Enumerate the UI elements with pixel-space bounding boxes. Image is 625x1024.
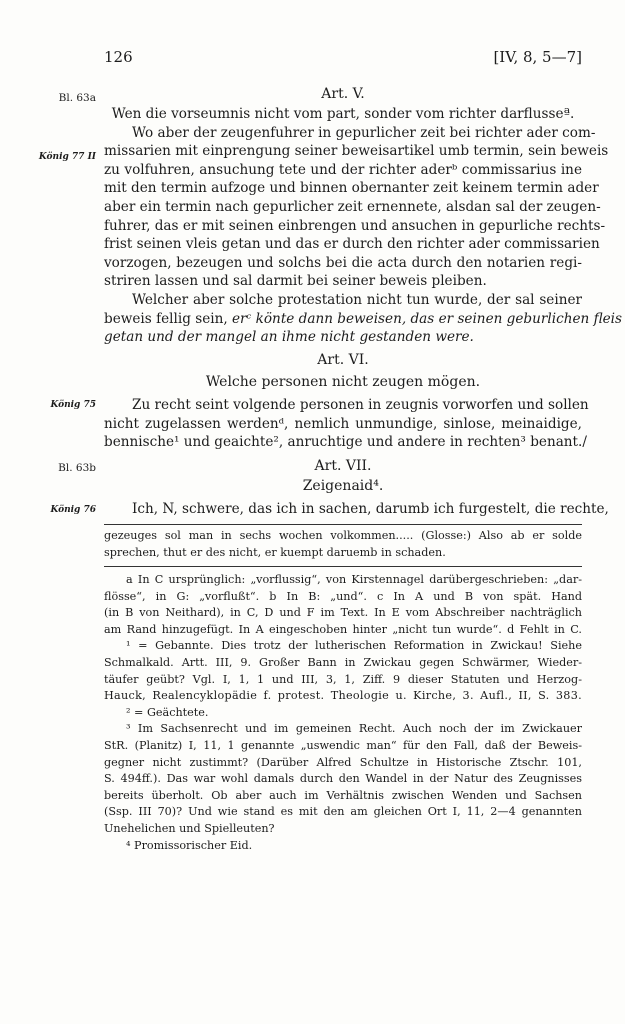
gloss-line: sprechen, thut er des nicht, er kuempt daruemb in schaden.	[104, 545, 446, 559]
margin-koenig-75: König 75	[50, 400, 96, 410]
text-line: aber ein termin nach gepurlicher zeit ernennete, alsdan sal der zeugen-	[104, 198, 601, 215]
footnote-rule	[104, 566, 582, 567]
footnote-line: flösse“, in G: „vorflußt“. b In B: „und“. c In A und B von spät. Hand	[104, 589, 582, 603]
text-line: mit den termin aufzoge und binnen obernanter zeit keinem termin ader	[104, 180, 599, 197]
text-line: Wo aber der zeugenfuhrer in gepurlicher zeit bei richter ader com-	[132, 124, 596, 141]
footnote-line: Hauck, Realencyklopädie f. protest. Theologie u. Kirche, 3. Aufl., II, S. 383.	[104, 689, 582, 703]
gloss-line: gezeuges sol man in sechs wochen volkommen..... (Glosse:) Also ab er solde	[104, 529, 582, 542]
text-line	[104, 310, 623, 329]
footnote-line: ¹ = Gebannte. Dies trotz der lutherischen Reformation in Zwickau! Siehe	[126, 639, 582, 653]
footnote-line: Schmalkald. Artt. III, 9. Großer Bann in Zwickau gegen Schwärmer, Wieder-	[104, 655, 582, 669]
art-5-heading: Art. V.	[321, 86, 365, 102]
art-6-heading: Art. VI.	[317, 352, 369, 368]
footnote-line: a In C ursprünglich: „vorflussig“, von Kirstennagel darübergeschrieben: „dar-	[126, 573, 582, 586]
footnote-line: (Ssp. III 70)? Und wie stand es mit den am gleichen Ort I, 11, 2—4 genannten	[104, 805, 582, 819]
running-header	[104, 48, 582, 68]
text-segment: beweis fellig sein,	[104, 310, 232, 327]
art-6-title: Welche personen nicht zeugen mögen.	[205, 374, 481, 390]
footnote-line: StR. (Planitz) I, 11, 1 genannte „uswendic man“ für den Fall, daß der Beweis-	[104, 738, 582, 752]
text-line: fuhrer, das er mit seinen einbrengen und ansuchen in gepurliche rechts-	[104, 217, 606, 234]
art-5-text	[104, 105, 623, 347]
footnote-line: täufer geübt? Vgl. I, 1, 1 und III, 3, 1, Ziff. 9 dieser Statuten und Herzog-	[104, 672, 582, 686]
art-7-heading: Art. VII.	[314, 458, 372, 474]
margin-folio-63b: Bl. 63b	[58, 462, 96, 474]
footnote-line: S. 494ff.). Das war wohl damals durch den Wandel in der Natur des Zeugnisses	[104, 772, 582, 786]
footnote-line: ⁴ Promissorischer Eid.	[126, 838, 253, 852]
art-7-title: Zeigenaid⁴.	[302, 478, 384, 494]
footnote-line: ² = Geächtete.	[126, 705, 209, 719]
gloss-text	[104, 528, 582, 561]
divider-rule	[104, 524, 582, 525]
margin-folio-63a: Bl. 63a	[58, 92, 96, 104]
text-line: Welcher aber solche protestation nicht tun wurde, der sal seiner	[132, 291, 582, 308]
section-reference: [IV, 8, 5—7]	[493, 48, 582, 66]
footnote-line: ³ Im Sachsenrecht und im gemeinen Recht. Auch noch der im Zwickauer	[126, 722, 582, 736]
italic-addition: getan und der mangel an ihme nicht gestanden were.	[104, 329, 474, 346]
art-6-text	[104, 396, 589, 452]
text-line: missarien mit einprengung seiner beweisartikel umb termin, sein beweis	[104, 143, 609, 160]
footnote-line: bereits überholt. Ob aber auch im Verhältnis zwischen Wenden und Sachsen	[104, 788, 582, 802]
text-line: vorzogen, bezeugen und solchs bei die acta durch den notarien regi-	[104, 254, 582, 271]
art-7-text	[104, 500, 609, 519]
text-line: Ich, N, schwere, das ich in sachen, darumb ich furgestelt, die rechte,	[132, 501, 609, 517]
footnote-line: (in B von Neithard), in C, D und F im Text. In E vom Abschreiber nachträglich	[104, 606, 582, 620]
margin-koenig-76: König 76	[50, 505, 96, 515]
text-line: Zu recht seint volgende personen in zeugnis vorworfen und sollen	[132, 397, 589, 413]
page-number: 126	[104, 48, 133, 66]
footnote-line: gegner nicht zustimmt? (Darüber Alfred Schultze in Historische Ztschr. 101,	[104, 755, 582, 769]
text-line: frist seinen vleis getan und das er durch den richter ader commissarien	[104, 236, 600, 253]
footnote-line: Unehelichen und Spielleuten?	[104, 821, 275, 835]
text-line: bennische¹ und geaichte², anruchtige und andere in rechten³ benant./	[104, 434, 587, 451]
italic-addition: erᶜ könte dann beweisen, das er seinen geburlichen fleis	[231, 310, 623, 327]
footnote-line: am Rand hinzugefügt. In A eingeschoben hinter „nicht tun wurde“. d Fehlt in C.	[104, 622, 582, 636]
text-line: nicht zugelassen werdenᵈ, nemlich unmundige, sinlose, meinaidige,	[104, 415, 582, 432]
footnotes	[104, 572, 582, 854]
text-line: striren lassen und sal darmit bei seiner beweis pleiben.	[104, 273, 487, 290]
margin-koenig-77: König 77 II	[38, 152, 96, 162]
text-line: zu volfuhren, ansuchung tete und der richter aderᵇ commissarius ine	[104, 161, 582, 178]
art-5-title: Wen die vorseumnis nicht vom part, sonder vom richter darflusseª.	[111, 106, 575, 122]
